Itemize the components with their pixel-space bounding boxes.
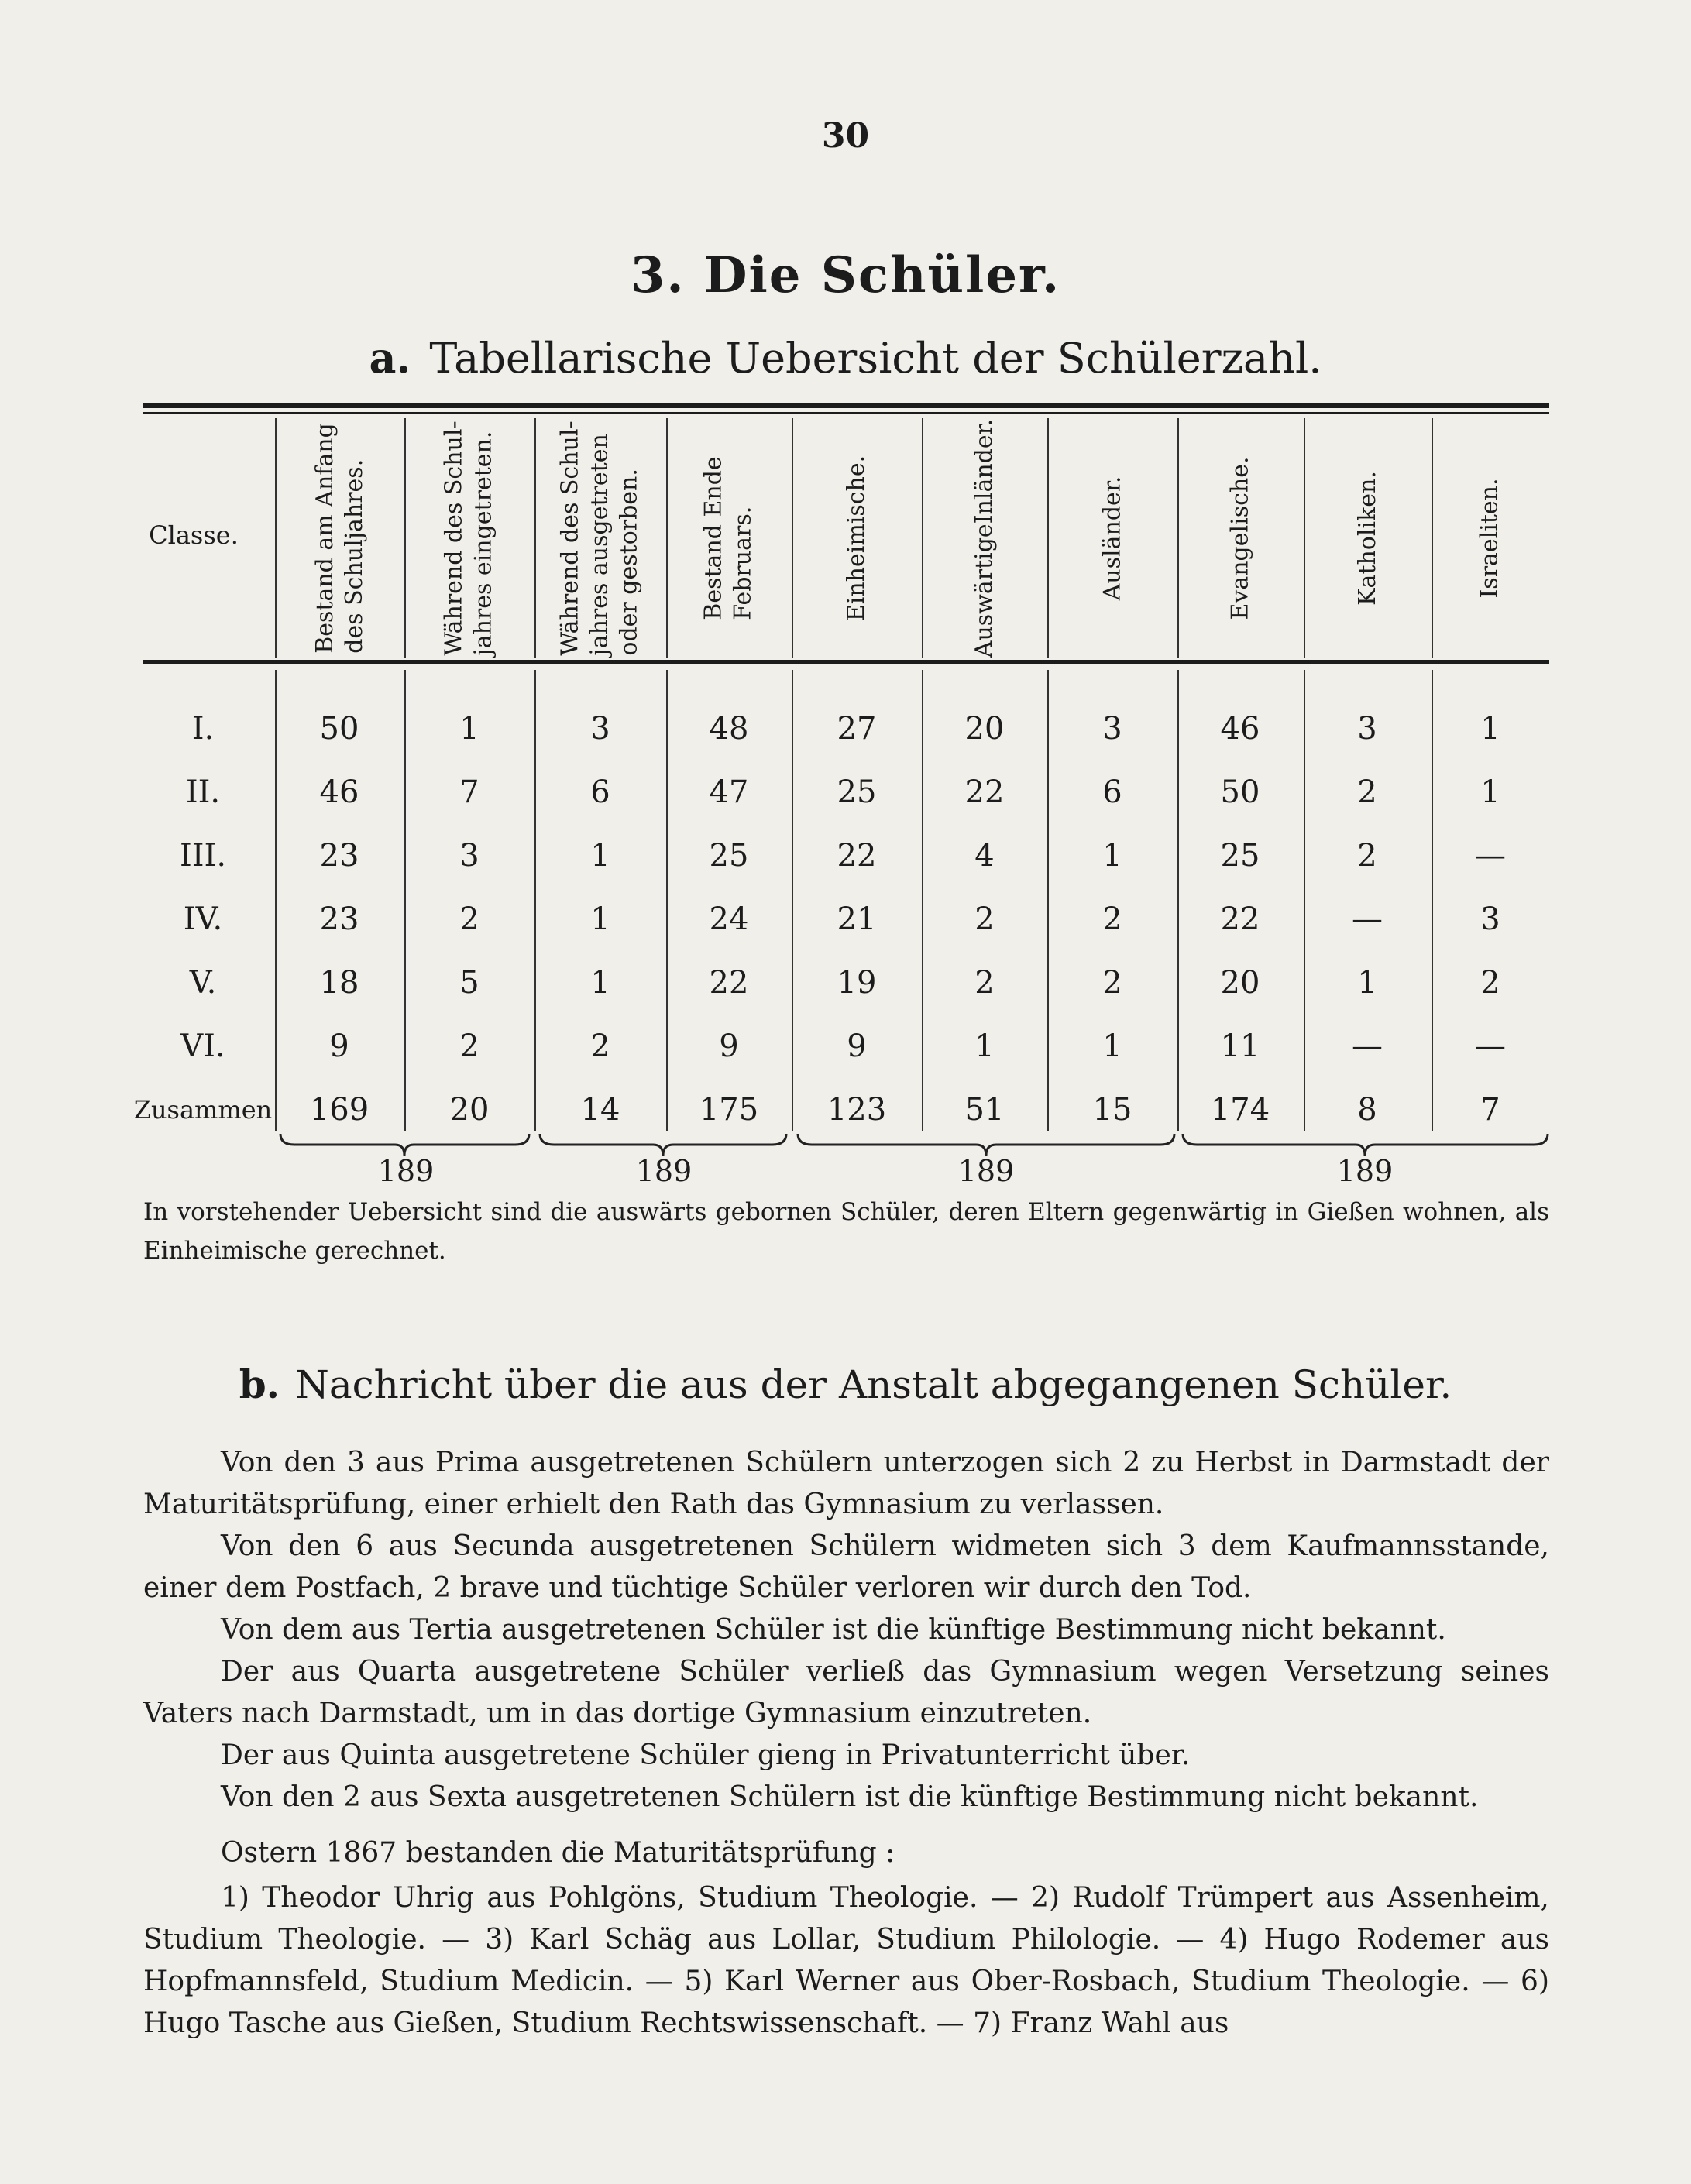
table-cell: 22 [1220, 901, 1260, 937]
table-cell: — [1475, 1028, 1506, 1064]
table-cell: 2 [459, 1028, 479, 1064]
table-cell: 23 [319, 838, 359, 874]
table-cell: 27 [837, 711, 877, 747]
table-cell: 51 [964, 1092, 1005, 1128]
table-row [0, 697, 1691, 761]
table-cell: 3 [459, 838, 479, 874]
table-cell: 1 [1480, 774, 1500, 810]
section-b-title [0, 1362, 1691, 1407]
column-header-text: Bestand am Anfang des Schuljahres. [311, 423, 368, 654]
table-cell: 3 [1357, 711, 1377, 747]
brace-total: 189 [377, 1154, 435, 1188]
table-cell: 25 [1220, 838, 1260, 874]
subsection-letter: a. [369, 333, 411, 383]
column-header-classe: Classe. [149, 520, 239, 550]
column-header-text: Bestand Ende Februars. [700, 456, 758, 620]
table-cell: — [1352, 901, 1383, 937]
section-b-letter: b. [239, 1362, 280, 1407]
table-row [0, 951, 1691, 1015]
subsection-title [0, 333, 1691, 383]
table-cell: 7 [1480, 1092, 1500, 1128]
table-cell: 1 [1102, 1028, 1122, 1064]
table-cell: 1 [974, 1028, 995, 1064]
table-cell: 2 [1480, 965, 1500, 1001]
row-label: VI. [180, 1028, 225, 1064]
paragraph: Von dem aus Tertia ausgetretenen Schüler ist die künftige Bestimmung nicht bekannt. [221, 1614, 1446, 1646]
table-cell: 20 [449, 1092, 490, 1128]
table-cell: 25 [837, 774, 877, 810]
table-cell: 25 [709, 838, 749, 874]
table-cell: 1 [459, 711, 479, 747]
table-cell: — [1352, 1028, 1383, 1064]
table-cell: 6 [590, 774, 610, 810]
table-row [0, 824, 1691, 888]
table-row [0, 761, 1691, 824]
column-header-text: AuswärtigeInländer. [971, 418, 998, 658]
column-header-text: Einheimische. [843, 455, 870, 622]
table-cell: 21 [837, 901, 877, 937]
paragraph: 1) Theodor Uhrig aus Pohlgöns, Studium Theologie. — 2) Rudolf Trümpert aus Assenheim, Studium Theologie. — 3) Karl Schäg aus Lollar, Studium Philologie. — 4) Hugo Rodemer aus Hopfmannsfeld, Studium Medicin. — 5) Karl Werner aus Ober-Rosbach, Studium Theologie. — 6) Hugo Tasche aus Gießen, Studium Rechtswissenschaft. — 7) Franz Wahl aus [143, 1882, 1549, 2039]
paragraph: Von den 6 aus Secunda ausgetretenen Schülern widmeten sich 3 dem Kaufmannsstande, einer dem Postfach, 2 brave und tüchtige Schüler verloren wir durch den Tod. [143, 1530, 1549, 1604]
table-cell: 19 [837, 965, 877, 1001]
column-header [275, 414, 404, 662]
table-footnote: In vorstehender Uebersicht sind die auswärts gebornen Schüler, deren Eltern gegenwärtig in Gießen wohnen, als Einheimische gerechnet. [143, 1198, 1549, 1265]
table-cell: 3 [1102, 711, 1122, 747]
table-cell: 3 [590, 711, 610, 747]
table-cell: 2 [1357, 774, 1377, 810]
section-title: 3. Die Schüler. [630, 246, 1061, 304]
column-header-text: Katholiken. [1353, 471, 1381, 606]
column-header [922, 414, 1047, 662]
table-cell: 3 [1480, 901, 1500, 937]
brace-total: 189 [1336, 1154, 1394, 1188]
table-cell: 46 [319, 774, 359, 810]
column-header [534, 414, 666, 662]
row-label: II. [185, 774, 221, 810]
section-b-text: Nachricht über die aus der Anstalt abgegangenen Schüler. [295, 1362, 1452, 1407]
table-cell: 2 [590, 1028, 610, 1064]
table-top-rule [143, 403, 1549, 408]
table-cell: 23 [319, 901, 359, 937]
paragraph: Von den 3 aus Prima ausgetretenen Schülern unterzogen sich 2 zu Herbst in Darmstadt der Maturitätsprüfung, einer erhielt den Rath das Gymnasium zu verlassen. [143, 1447, 1549, 1520]
table-cell: 8 [1357, 1092, 1377, 1128]
table-cell: 46 [1220, 711, 1260, 747]
table-cell: 9 [847, 1028, 867, 1064]
row-label: Zusammen [133, 1095, 273, 1125]
column-header [792, 414, 922, 662]
table-cell: 1 [1357, 965, 1377, 1001]
table-cell: 18 [319, 965, 359, 1001]
table-cell: 14 [580, 1092, 620, 1128]
subsection-text: Tabellarische Uebersicht der Schülerzahl. [429, 334, 1322, 383]
table-cell: 2 [974, 901, 995, 937]
table-cell: 20 [964, 711, 1005, 747]
table-cell: 1 [1480, 711, 1500, 747]
column-header [666, 414, 792, 662]
table-cell: 22 [964, 774, 1005, 810]
table-cell: 4 [974, 838, 995, 874]
table-cell: 20 [1220, 965, 1260, 1001]
table-cell: 50 [1220, 774, 1260, 810]
column-header [1047, 414, 1177, 662]
paragraph: Von den 2 aus Sexta ausgetretenen Schülern ist die künftige Bestimmung nicht bekannt. [221, 1781, 1479, 1813]
table-cell: 48 [709, 711, 749, 747]
table-cell: — [1475, 838, 1506, 874]
brace-total: 189 [957, 1154, 1015, 1188]
column-header-text: Israeliten. [1476, 478, 1504, 599]
table-cell: 1 [1102, 838, 1122, 874]
column-header [404, 414, 534, 662]
table-row [0, 888, 1691, 951]
paragraph: Der aus Quinta ausgetretene Schüler gieng in Privatunterricht über. [221, 1739, 1191, 1771]
table-cell: 2 [459, 901, 479, 937]
table-cell: 9 [329, 1028, 349, 1064]
table-cell: 1 [590, 965, 610, 1001]
table-cell: 9 [719, 1028, 739, 1064]
table-cell: 2 [974, 965, 995, 1001]
page-number: 30 [821, 116, 870, 156]
row-label: V. [189, 965, 217, 1001]
paragraph: Der aus Quarta ausgetretene Schüler verließ das Gymnasium wegen Versetzung seines Vaters nach Darmstadt, um in das dortige Gymnasium einzutreten. [143, 1656, 1549, 1729]
table-cell: 174 [1210, 1092, 1270, 1128]
table-cell: 24 [709, 901, 749, 937]
table-cell: 2 [1102, 965, 1122, 1001]
row-label: III. [179, 838, 227, 874]
table-cell: 5 [459, 965, 479, 1001]
paragraph: Ostern 1867 bestanden die Maturitätsprüfung : [221, 1837, 895, 1869]
row-label: I. [191, 711, 215, 747]
column-header [1304, 414, 1432, 662]
row-label: IV. [183, 901, 223, 937]
column-header-text: Ausländer. [1098, 476, 1126, 601]
column-header-text: Während des Schul- jahres ausgetreten oder gestorben. [557, 421, 643, 656]
table-cell: 7 [459, 774, 479, 810]
table-cell: 175 [699, 1092, 759, 1128]
table-cell: 123 [827, 1092, 887, 1128]
column-header-text: Während des Schul- jahres eingetreten. [441, 421, 497, 656]
table-cell: 1 [590, 901, 610, 937]
table-cell: 169 [309, 1092, 369, 1128]
table-cell: 2 [1357, 838, 1377, 874]
table-cell: 6 [1102, 774, 1122, 810]
table-cell: 47 [709, 774, 749, 810]
table-cell: 2 [1102, 901, 1122, 937]
column-header-text: Evangelische. [1226, 456, 1254, 620]
table-cell: 11 [1220, 1028, 1260, 1064]
table-cell: 50 [319, 711, 359, 747]
brace-total: 189 [635, 1154, 693, 1188]
column-header [1177, 414, 1304, 662]
column-header [1432, 414, 1549, 662]
table-row [0, 1015, 1691, 1078]
table-cell: 22 [709, 965, 749, 1001]
table-top-rule-thin [143, 412, 1549, 414]
table-cell: 22 [837, 838, 877, 874]
table-cell: 15 [1092, 1092, 1132, 1128]
table-cell: 1 [590, 838, 610, 874]
